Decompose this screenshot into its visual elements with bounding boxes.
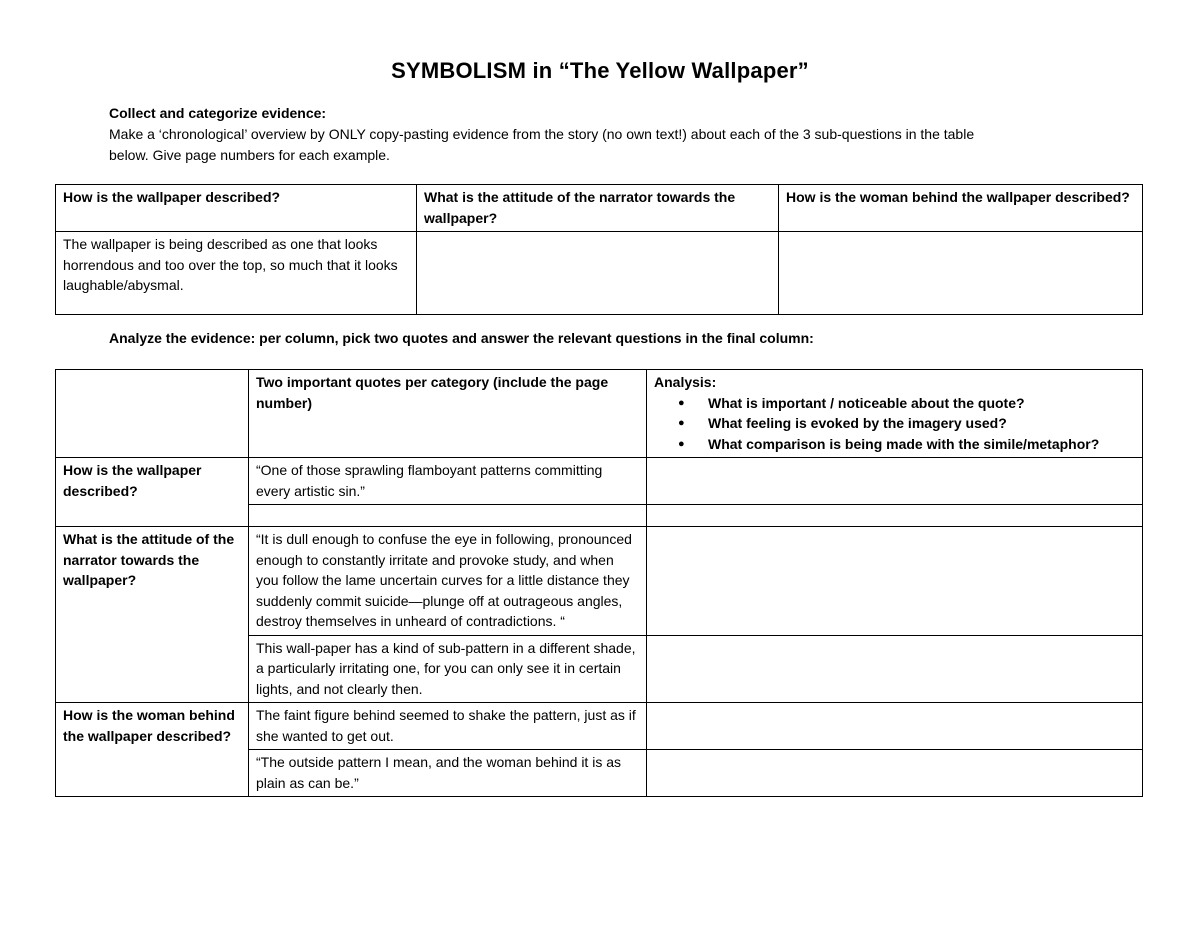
analysis-corner-cell (56, 370, 249, 458)
instructions-line-1: Make a ‘chronological’ overview by ONLY copy-pasting evidence from the story (no own text!) about each of the 3 sub-questions in the table (109, 126, 975, 142)
analysis-question: ● What comparison is being made with the simile/metaphor? (678, 434, 1135, 455)
analysis-cell[interactable] (647, 703, 1143, 750)
quote-cell[interactable]: This wall-paper has a kind of sub-pattern in a different shade, a particularly irritating one, for you can only see it in certain lights, and not clearly then. (249, 635, 647, 703)
quote-cell[interactable]: “It is dull enough to confuse the eye in following, pronounced enough to constantly irritate and provoke study, and when you follow the lame uncertain curves for a little distance they suddenly commit suicide—plunge off at outrageous angles, destroy themselves in unheard of contradictions. “ (249, 527, 647, 636)
quote-cell[interactable] (249, 505, 647, 527)
analysis-cell[interactable] (647, 527, 1143, 636)
evidence-cell-wallpaper[interactable]: The wallpaper is being described as one that looks horrendous and too over the top, so much that it looks laughable/abysmal. (56, 232, 417, 315)
analysis-cell[interactable] (647, 458, 1143, 505)
quote-cell[interactable]: The faint figure behind seemed to shake the pattern, just as if she wanted to get out. (249, 703, 647, 750)
evidence-cell-woman[interactable] (779, 232, 1143, 315)
category-label-attitude: What is the attitude of the narrator towards the wallpaper? (56, 527, 249, 703)
analysis-header (647, 370, 1143, 458)
analysis-cell[interactable] (647, 635, 1143, 703)
analysis-header-label: Analysis: (654, 374, 717, 390)
category-label-wallpaper: How is the wallpaper described? (56, 458, 249, 527)
evidence-table (55, 184, 1143, 315)
page-title: SYMBOLISM in “The Yellow Wallpaper” (391, 58, 809, 83)
instructions (109, 103, 1089, 166)
instructions-line-2: below. Give page numbers for each example. (109, 147, 390, 163)
evidence-header-woman: How is the woman behind the wallpaper described? (779, 185, 1143, 232)
evidence-header-attitude: What is the attitude of the narrator towards the wallpaper? (417, 185, 779, 232)
analysis-question: ● What feeling is evoked by the imagery used? (678, 413, 1135, 434)
evidence-header-wallpaper: How is the wallpaper described? (56, 185, 417, 232)
quote-cell[interactable]: “The outside pattern I mean, and the woman behind it is as plain as can be.” (249, 750, 647, 797)
quote-cell[interactable]: “One of those sprawling flamboyant patterns committing every artistic sin.” (249, 458, 647, 505)
quotes-header: Two important quotes per category (include the page number) (249, 370, 647, 458)
analysis-question: ● What is important / noticeable about the quote? (678, 393, 1135, 414)
analysis-cell[interactable] (647, 750, 1143, 797)
analyze-heading: Analyze the evidence: per column, pick two quotes and answer the relevant questions in the final column: (109, 330, 814, 346)
analysis-table (55, 369, 1143, 797)
evidence-cell-attitude[interactable] (417, 232, 779, 315)
category-label-woman: How is the woman behind the wallpaper described? (56, 703, 249, 797)
analysis-question-list (654, 393, 1135, 455)
analysis-cell[interactable] (647, 505, 1143, 527)
instructions-heading: Collect and categorize evidence: (109, 105, 327, 121)
